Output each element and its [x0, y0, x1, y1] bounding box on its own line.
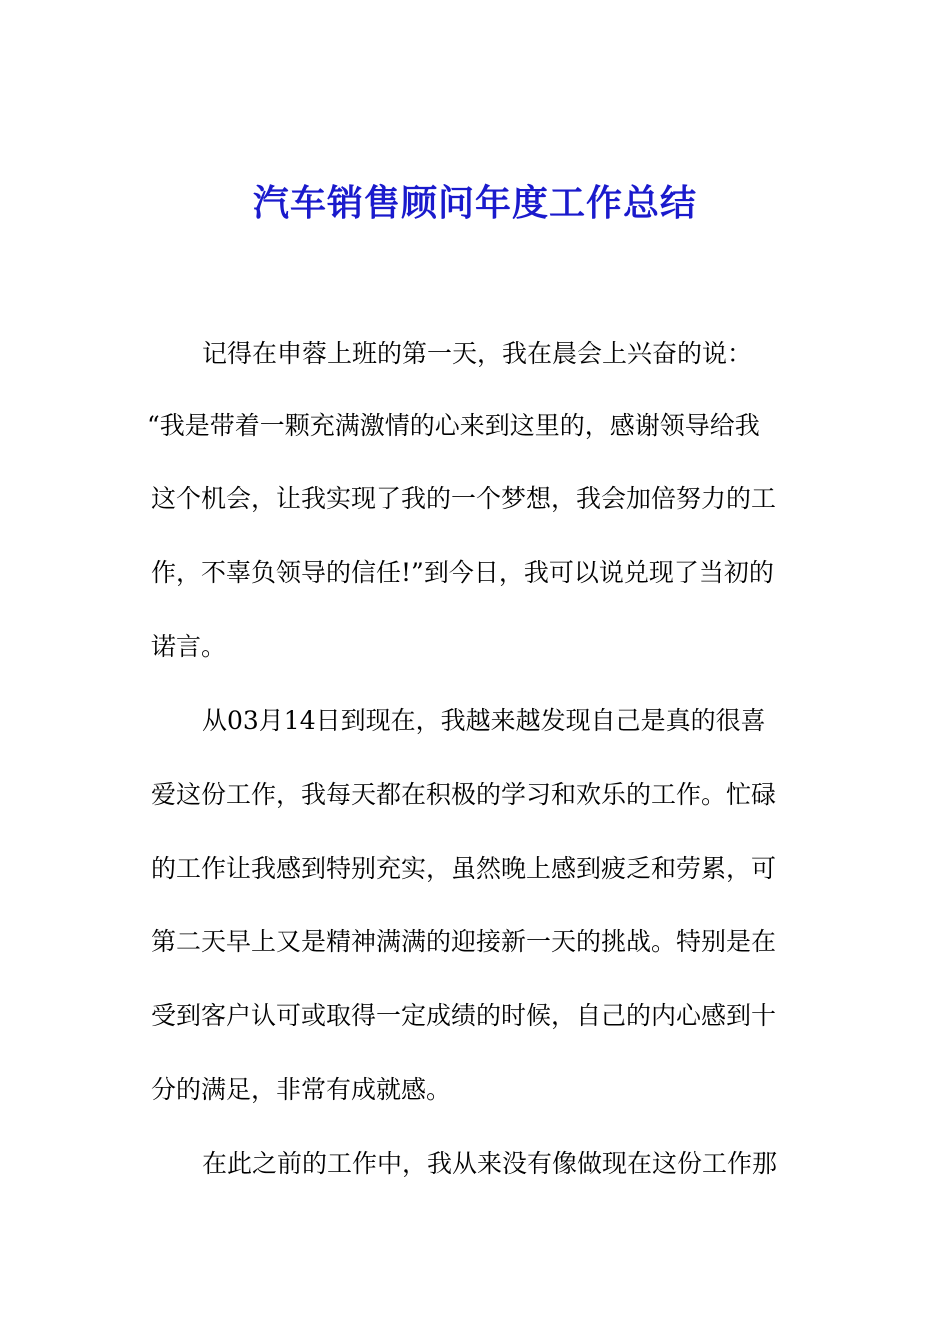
paragraph-1-line-5: 诺言。 — [151, 632, 227, 661]
paragraph-2-line-3: 的工作让我感到特别充实，虽然晚上感到疲乏和劳累，可 — [151, 854, 777, 883]
paragraph-2-line-1: 从03月14日到现在，我越来越发现自己是真的很喜 — [202, 706, 766, 735]
paragraph-2-line-5: 受到客户认可或取得一定成绩的时候，自己的内心感到十 — [151, 1001, 777, 1030]
paragraph-1-line-2: “我是带着一颗充满激情的心来到这里的，感谢领导给我 — [147, 411, 760, 440]
paragraph-1-line-1: 记得在申蓉上班的第一天，我在晨会上兴奋的说： — [202, 339, 753, 368]
document-title: 汽车销售顾问年度工作总结 — [252, 182, 697, 224]
paragraph-2-line-4: 第二天早上又是精神满满的迎接新一天的挑战。特别是在 — [151, 927, 777, 956]
paragraph-1-line-4: 作，不辜负领导的信任!”到今日，我可以说兑现了当初的 — [151, 558, 774, 587]
paragraph-3-line-1: 在此之前的工作中，我从来没有像做现在这份工作那 — [202, 1149, 778, 1178]
paragraph-1-line-3: 这个机会，让我实现了我的一个梦想，我会加倍努力的工 — [151, 484, 777, 513]
paragraph-2-line-6: 分的满足，非常有成就感。 — [151, 1075, 452, 1104]
paragraph-2-line-2: 爱这份工作，我每天都在积极的学习和欢乐的工作。忙碌 — [151, 780, 777, 809]
